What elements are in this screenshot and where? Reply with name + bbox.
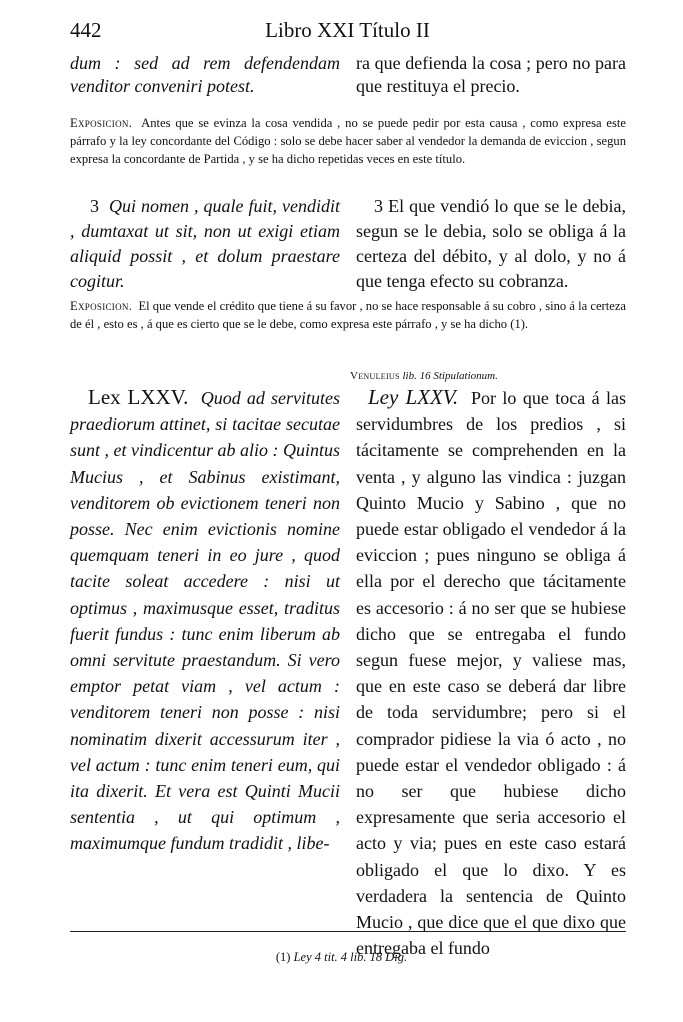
spanish-paragraph-text: El que vendió lo que se le debia, segun se le debia, solo se obliga á la certeza del débito, y al dolo, y no á que tenga efecto su cobranza.	[356, 196, 626, 291]
spanish-law-body: Por lo que toca á las servidumbres de los predios , si tácitamente se comprehenden en la venta , y alguno las vindica : juzgan Quinto Mucio y Sabino , que no puede estar obligado el vendedor á la eviccion ; pues ninguno se obliga á ella por el derecho que tácitamente es accesorio : á no ser que se hubiese dicho que se entregaba el fundo segun fuese mejor, y valiese mas, que en este caso se deberá dar libre de toda servidumbre; pero si el comprador pidiese la via ó acto , no puede estar el vendedor obligado : á no ser que hubiese dicho expresamente que seria accesorio el acto y via; pues en este caso estará obligado el que lo dixo. Y es verdadera la sentencia de Quinto Mucio , que dice que el que dixo que entregaba el fundo	[356, 388, 626, 959]
spanish-paragraph-3	[356, 194, 626, 294]
spanish-paragraph-number: 3	[374, 196, 383, 216]
footnote-text: Ley 4 tit. 4 lib. 18 Dig.	[293, 950, 408, 964]
footnote-divider	[70, 931, 626, 932]
source-reference: lib. 16 Stipulationum.	[402, 370, 498, 382]
spanish-law-text	[356, 384, 626, 961]
latin-law-body: Quod ad servitutes praediorum attinet, si tacitae secutae sunt , et vindicentur ab alio : Quintus Mucius , et Sabinus existimant, venditorem ob evictionem teneri non posse. Nec enim evictionis nomine quemquam teneri in eo jure , quod tacite soleat accedere : nisi ut optimus , maximusque esset, traditus fuerit fundus : tunc enim liberum ab omni servitute praestandum. Si vero emptor petat viam , vel actum : venditorem teneri non posse : nisi nominatim dixerit accessurum iter , vel actum : tunc enim teneri eum, qui ita dixerit. Et vera est Quinti Mucii sententia , ut qui optimum , maximumque fundum tradidit , libe-	[70, 388, 341, 854]
exposition-text: Antes que se evinza la cosa vendida , no se puede pedir por esta causa , como expresa este párrafo y la ley concordante del Código : solo se debe hacer saber al vendedor la demanda de eviccion , segun expresa la concordante de Partida , y se ha dicho repetidas veces en este título.	[70, 116, 626, 166]
footnote-number: (1)	[275, 950, 291, 964]
latin-law-heading: Lex LXXV.	[88, 385, 189, 409]
latin-law-text	[70, 384, 340, 961]
law-75	[70, 384, 626, 961]
latin-paragraph-text: Qui nomen , quale fuit, vendidit , dumtaxat ut sit, non ut exigi etiam aliquid possit , et dolum praestare cogitur.	[70, 196, 341, 291]
latin-continuation: dum : sed ad rem defendendam venditor conveniri potest.	[70, 53, 340, 96]
exposition-1	[70, 114, 626, 168]
exposition-label: Exposicion.	[70, 116, 133, 130]
spanish-continuation: ra que defienda la cosa ; pero no para que restituya el precio.	[356, 53, 626, 96]
source-author: Venuleius	[350, 370, 400, 382]
spanish-law-heading: Ley LXXV.	[368, 385, 459, 409]
page-header	[70, 18, 625, 48]
footnote	[0, 950, 683, 965]
exposition-text: El que vende el crédito que tiene á su favor , no se hace responsable á su cobro , sino á la certeza de él , esto es , á que es cierto que se le debe, como expresa este párrafo , y se ha dicho (1).	[70, 299, 626, 331]
latin-paragraph-number: 3	[90, 196, 99, 216]
source-citation	[350, 370, 498, 382]
continuation-block	[70, 52, 626, 98]
exposition-2	[70, 297, 626, 333]
latin-paragraph-3	[70, 194, 340, 294]
page-number: 442	[70, 18, 102, 42]
running-title: Libro XXI Título II	[265, 18, 430, 42]
exposition-label: Exposicion.	[70, 299, 133, 313]
paragraph-3	[70, 194, 626, 294]
